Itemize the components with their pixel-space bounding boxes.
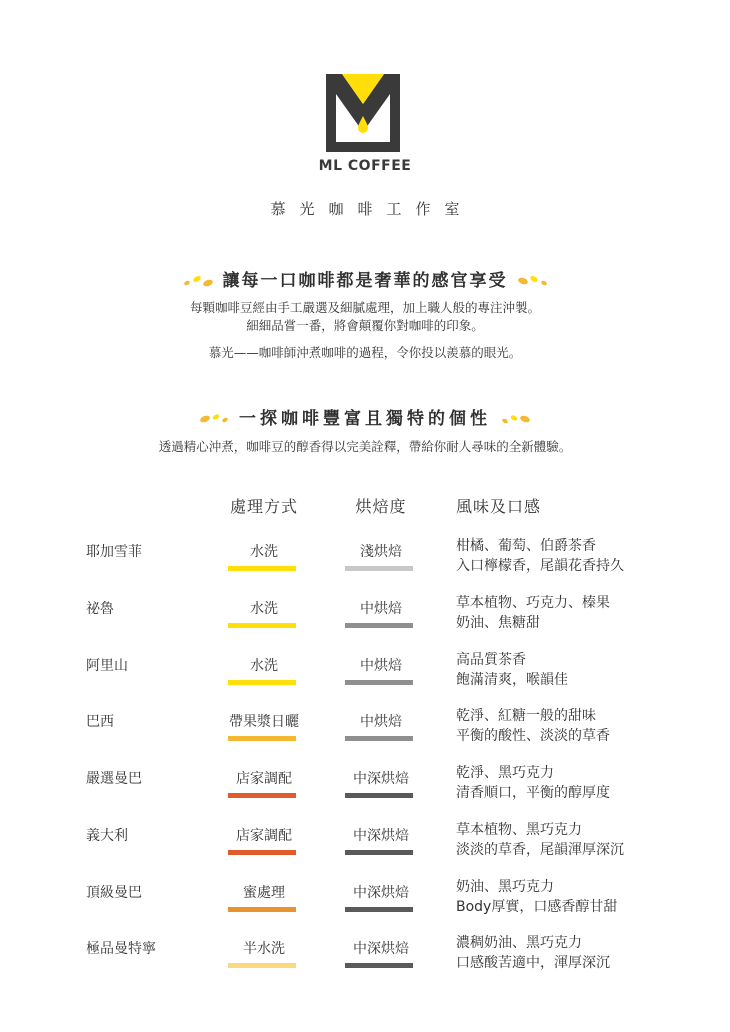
table-row (0, 822, 730, 881)
table-row (0, 879, 730, 938)
header-roast: 烘焙度 (355, 497, 407, 516)
coffee-name: 嚴選曼巴 (86, 771, 142, 787)
roast-label: 中深烘焙 (353, 828, 409, 844)
roast-bar (345, 680, 413, 685)
coffee-beans-icon (197, 411, 231, 427)
roast-label: 中烘焙 (360, 714, 402, 730)
process-bar (228, 963, 296, 968)
flavor-line-1: 高品質茶香 (456, 652, 526, 668)
flavor-line-1: 奶油、黑巧克力 (456, 879, 554, 895)
process-bar (228, 680, 296, 685)
table-row (0, 595, 730, 654)
process-label: 蜜處理 (243, 885, 285, 901)
flavor-line-2: 清香順口，平衡的醇厚度 (456, 785, 610, 801)
flavor-line-2: Body厚實，口感香醇甘甜 (456, 899, 618, 915)
coffee-name: 巴西 (86, 714, 114, 730)
process-bar (228, 566, 296, 571)
flavor-text (456, 763, 610, 803)
roast-label: 中烘焙 (360, 658, 402, 674)
process-bar (228, 736, 296, 741)
flavor-text (456, 933, 610, 973)
flavor-text (456, 877, 617, 917)
process-label: 水洗 (250, 544, 278, 560)
coffee-name: 頂級曼巴 (86, 885, 142, 901)
coffee-beans-icon (499, 411, 533, 427)
roast-label: 中深烘焙 (353, 885, 409, 901)
brand-name: ML COFFEE (318, 158, 412, 174)
table-row (0, 652, 730, 711)
flavor-text (456, 650, 568, 690)
process-label: 店家調配 (236, 771, 292, 787)
table-row (0, 538, 730, 597)
flavor-text (456, 706, 610, 746)
flavor-line-2: 飽滿清爽，喉韻佳 (456, 672, 568, 688)
roast-label: 淺烘焙 (360, 544, 402, 560)
process-label: 店家調配 (236, 828, 292, 844)
roast-bar (345, 793, 413, 798)
flavor-line-1: 草本植物、黑巧克力 (456, 822, 582, 838)
flavor-text (456, 593, 610, 633)
process-label: 水洗 (250, 601, 278, 617)
section1-heading-text: 讓每一口咖啡都是奢華的感官享受 (222, 271, 508, 291)
intro-line-2: 細細品嘗一番，將會顛覆你對咖啡的印象。 (246, 318, 484, 333)
roast-bar (345, 907, 413, 912)
flavor-line-1: 柑橘、葡萄、伯爵茶香 (456, 538, 596, 554)
process-label: 半水洗 (243, 941, 285, 957)
coffee-beans-icon (516, 273, 550, 289)
roast-bar (345, 963, 413, 968)
roast-bar (345, 850, 413, 855)
header-flavor: 風味及口感 (456, 497, 542, 516)
flavor-line-2: 淡淡的草香，尾韻渾厚深沉 (456, 842, 624, 858)
flavor-line-1: 濃稠奶油、黑巧克力 (456, 935, 582, 951)
coffee-name: 耶加雪菲 (86, 544, 142, 560)
roast-bar (345, 623, 413, 628)
roast-bar (345, 736, 413, 741)
section2-line: 透過精心沖煮，咖啡豆的醇香得以完美詮釋，帶給你耐人尋味的全新體驗。 (158, 439, 572, 454)
table-row (0, 765, 730, 824)
roast-bar (345, 566, 413, 571)
process-bar (228, 793, 296, 798)
ml-coffee-logo-icon (318, 70, 408, 165)
coffee-beans-icon (181, 273, 215, 289)
flavor-line-1: 乾淨、紅糖一般的甜味 (456, 708, 596, 724)
flavor-line-2: 平衡的酸性、淡淡的草香 (456, 728, 610, 744)
coffee-name: 極品曼特寧 (86, 941, 156, 957)
flavor-line-1: 草本植物、巧克力、榛果 (456, 595, 610, 611)
flavor-line-2: 入口檸檬香，尾韻花香持久 (456, 558, 624, 574)
flavor-text (456, 820, 624, 860)
flavor-line-1: 乾淨、黑巧克力 (456, 765, 554, 781)
intro-line-3: 慕光——咖啡師沖煮咖啡的過程，令你投以羨慕的眼光。 (208, 345, 522, 360)
coffee-name: 祕魯 (86, 601, 114, 617)
section2-heading-text: 一探咖啡豐富且獨特的個性 (239, 409, 491, 429)
process-bar (228, 623, 296, 628)
roast-label: 中深烘焙 (353, 771, 409, 787)
flavor-line-2: 口感酸苦適中，渾厚深沉 (456, 955, 610, 971)
process-bar (228, 907, 296, 912)
roast-label: 中烘焙 (360, 601, 402, 617)
process-bar (228, 850, 296, 855)
section1-heading (0, 266, 730, 291)
table-row (0, 708, 730, 767)
section2-heading (0, 404, 730, 429)
table-row (0, 935, 730, 994)
header-process: 處理方式 (229, 497, 298, 516)
roast-label: 中深烘焙 (353, 941, 409, 957)
flavor-line-2: 奶油、焦糖甜 (456, 615, 540, 631)
process-label: 帶果漿日曬 (229, 714, 299, 730)
flavor-text (456, 536, 624, 576)
intro-line-1: 每顆咖啡豆經由手工嚴選及細膩處理，加上職人般的專注沖製。 (189, 300, 540, 315)
process-label: 水洗 (250, 658, 278, 674)
coffee-name: 義大利 (86, 828, 128, 844)
studio-subtitle: 慕光咖啡工作室 (270, 200, 474, 218)
coffee-name: 阿里山 (86, 658, 128, 674)
